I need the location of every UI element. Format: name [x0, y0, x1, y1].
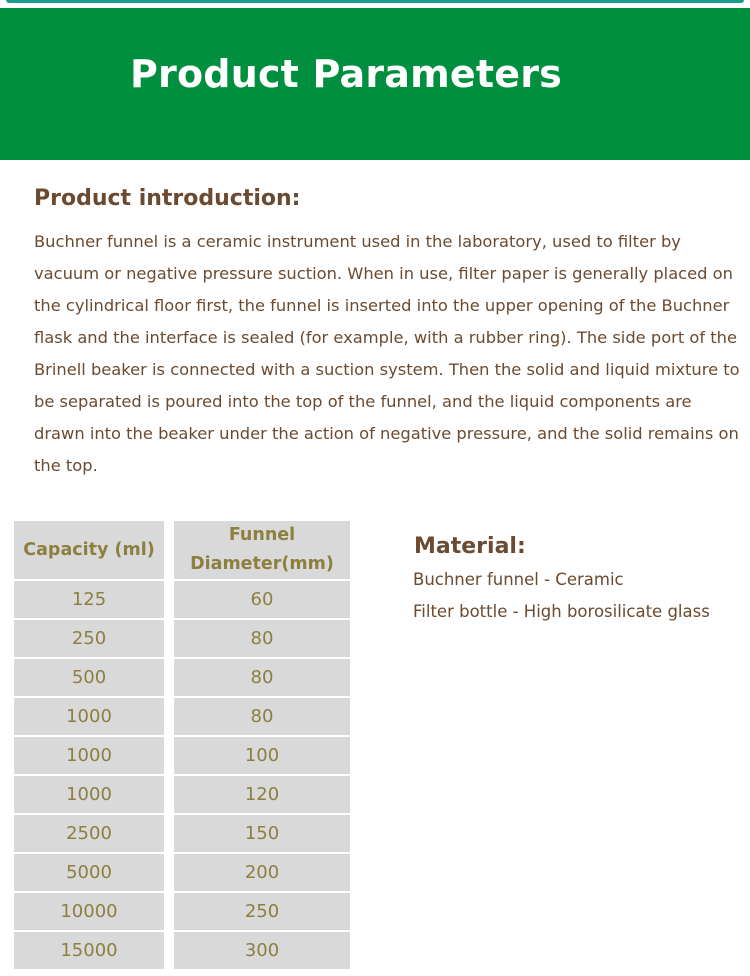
capacity-cell: 250	[14, 620, 174, 659]
table-row	[14, 932, 350, 971]
diameter-cell: 300	[174, 932, 350, 971]
capacity-cell: 15000	[14, 932, 174, 971]
material-heading: Material:	[414, 534, 526, 559]
capacity-cell: 5000	[14, 854, 174, 893]
diameter-cell: 150	[174, 815, 350, 854]
table-row	[14, 815, 350, 854]
table-header-row	[14, 519, 350, 581]
material-line-funnel: Buchner funnel - Ceramic	[413, 570, 624, 589]
page-title: Product Parameters	[130, 52, 562, 96]
table-row	[14, 893, 350, 932]
header-diameter-line1: Funnel	[228, 525, 296, 545]
capacity-cell: 500	[14, 659, 174, 698]
table-row	[14, 776, 350, 815]
capacity-cell: 1000	[14, 737, 174, 776]
table-row	[14, 698, 350, 737]
diameter-cell: 250	[174, 893, 350, 932]
capacity-cell: 1000	[14, 776, 174, 815]
header-capacity: Capacity (ml)	[14, 519, 174, 581]
capacity-cell: 1000	[14, 698, 174, 737]
diameter-cell: 80	[174, 659, 350, 698]
capacity-cell: 2500	[14, 815, 174, 854]
diameter-cell: 120	[174, 776, 350, 815]
top-strip	[0, 0, 750, 8]
capacity-cell: 10000	[14, 893, 174, 932]
top-divider	[6, 0, 744, 3]
diameter-cell: 100	[174, 737, 350, 776]
intro-paragraph: Buchner funnel is a ceramic instrument used in the laboratory, used to filter by vacuum or negative pressure suction. When in use, filter paper is generally placed on the cylindrical floor first, the funnel is inserted into the upper opening of the Buchner flask and the interface is sealed (for example, with a rubber ring). The side port of the Brinell beaker is connected with a suction system. Then the solid and liquid mixture to be separated is poured into the top of the funnel, and the liquid components are drawn into the beaker under the action of negative pressure, and the solid remains on the top.	[34, 232, 740, 475]
spec-table	[14, 519, 350, 971]
diameter-cell: 200	[174, 854, 350, 893]
table-row	[14, 854, 350, 893]
table-row	[14, 620, 350, 659]
table-row	[14, 659, 350, 698]
intro-heading: Product introduction:	[34, 186, 301, 211]
diameter-cell: 80	[174, 620, 350, 659]
diameter-cell: 80	[174, 698, 350, 737]
header-diameter-line2: Diameter(mm)	[190, 554, 334, 574]
header-diameter	[174, 519, 350, 581]
diameter-cell: 60	[174, 581, 350, 620]
material-line-bottle: Filter bottle - High borosilicate glass	[413, 602, 710, 621]
table-row	[14, 581, 350, 620]
table-row	[14, 737, 350, 776]
capacity-cell: 125	[14, 581, 174, 620]
header-banner	[0, 8, 750, 160]
